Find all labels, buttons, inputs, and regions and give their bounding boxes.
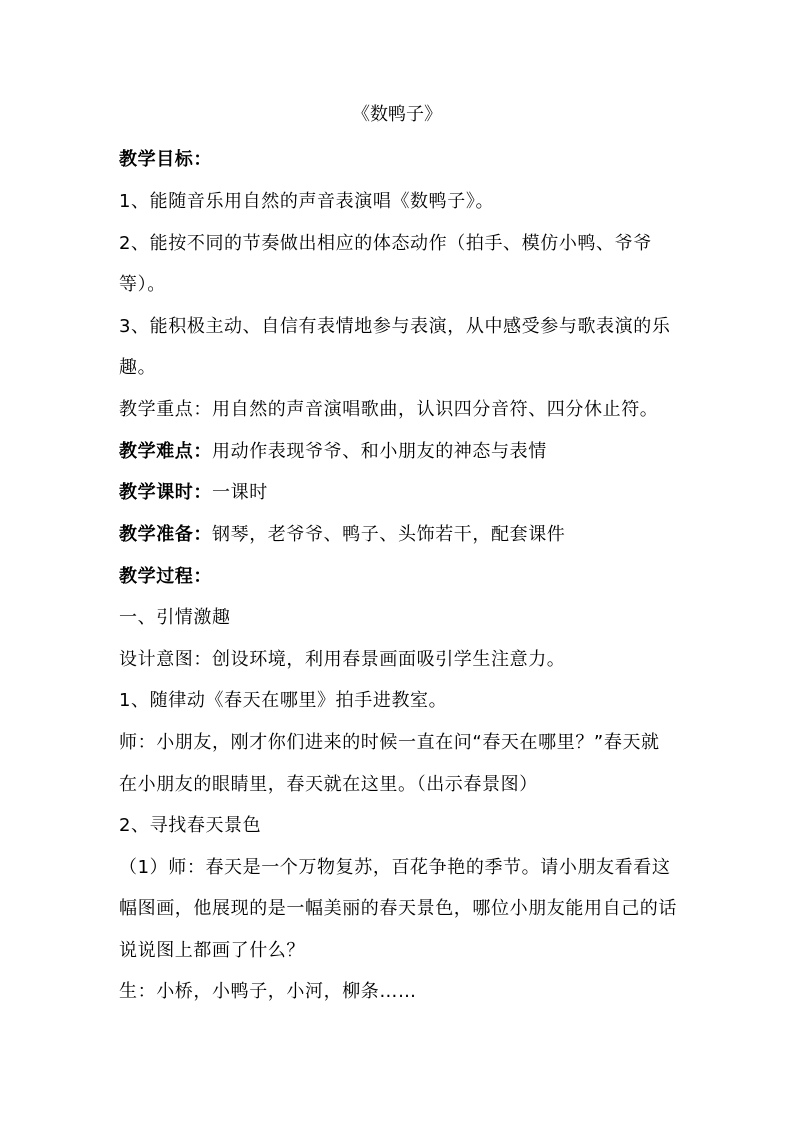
key-point-row xyxy=(119,398,658,422)
teacher-2-line-2: 幅图画，他展现的是一幅美丽的春天景色，哪位小朋友能用自己的话 xyxy=(119,898,677,919)
objective-3-line-2: 趣。 xyxy=(119,357,157,378)
key-point-text: 用自然的声音演唱歌曲，认识四分音符、四分休止符。 xyxy=(212,399,659,420)
teacher-1-line-1: 师：小朋友，刚才你们进来的时候一直在问“春天在哪里？”春天就 xyxy=(119,732,660,753)
teacher-1-line-2: 在小朋友的眼睛里，春天就在这里。（出示春景图） xyxy=(119,774,538,795)
objectives-heading: 教学目标： xyxy=(119,149,212,170)
difficulty-row xyxy=(119,440,547,464)
step-1: 1、随律动《春天在哪里》拍手进教室。 xyxy=(119,690,448,711)
design-intent: 设计意图：创设环境，利用春景画面吸引学生注意力。 xyxy=(119,649,566,670)
preparation-label: 教学准备： xyxy=(119,524,212,545)
objective-2-line-2: 等）。 xyxy=(119,274,166,295)
objective-2-line-1: 2、能按不同的节奏做出相应的体态动作（拍手、模仿小鸭、爷爷 xyxy=(119,233,652,254)
document-title: 《数鸭子》 xyxy=(352,104,442,125)
teacher-2-line-1: （1）师：春天是一个万物复苏，百花争艳的季节。请小朋友看看这 xyxy=(119,857,671,878)
student-1: 生：小桥，小鸭子，小河，柳条…… xyxy=(119,981,417,1002)
process-heading: 教学过程： xyxy=(119,566,212,587)
step-2: 2、寻找春天景色 xyxy=(119,815,262,836)
key-point-label: 教学重点： xyxy=(119,399,212,420)
objective-3-line-1: 3、能积极主动、自信有表情地参与表演，从中感受参与歌表演的乐 xyxy=(119,316,671,337)
difficulty-text: 用动作表现爷爷、和小朋友的神态与表情 xyxy=(212,441,547,462)
preparation-row xyxy=(119,523,565,547)
duration-row xyxy=(119,481,268,505)
preparation-text: 钢琴，老爷爷、鸭子、头饰若干，配套课件 xyxy=(212,524,566,545)
section-1-heading: 一、引情激趣 xyxy=(119,607,231,628)
duration-text: 一课时 xyxy=(212,482,268,503)
objective-1: 1、能随音乐用自然的声音表演唱《数鸭子》。 xyxy=(119,191,495,212)
teacher-2-line-3: 说说图上都画了什么？ xyxy=(119,940,305,961)
duration-label: 教学课时： xyxy=(119,482,212,503)
difficulty-label: 教学难点： xyxy=(119,441,212,462)
